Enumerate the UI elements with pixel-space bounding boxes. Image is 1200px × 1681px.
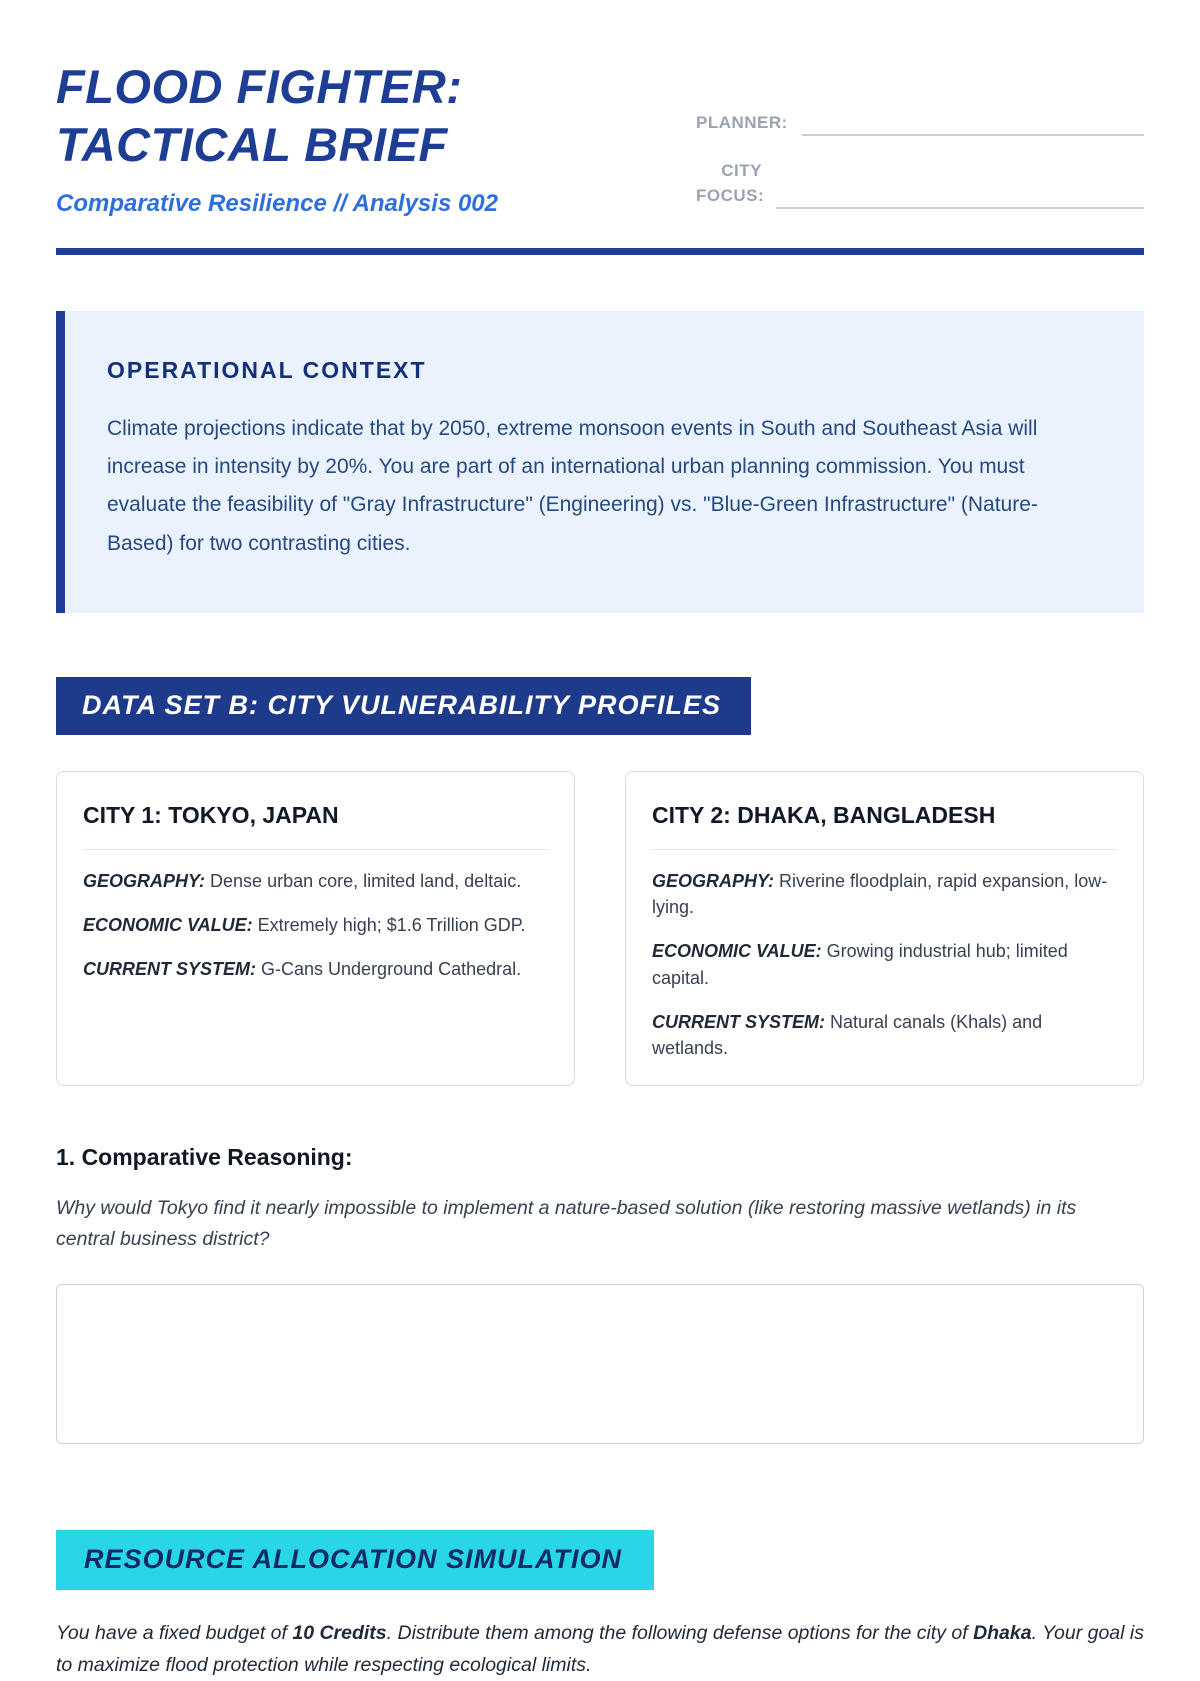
simulation-banner: RESOURCE ALLOCATION SIMULATION <box>56 1530 654 1590</box>
simulation-intro-bold-city: Dhaka <box>973 1622 1032 1644</box>
city-field-value: Extremely high; $1.6 Trillion GDP. <box>252 915 526 936</box>
simulation-intro-text: You have a fixed budget of <box>56 1622 293 1644</box>
header <box>56 58 1144 218</box>
subtitle: Comparative Resilience // Analysis 002 <box>56 189 498 217</box>
city-field-value: Natural canals (Khals) and wetlands. <box>652 1011 1043 1058</box>
city-focus-label: CITY FOCUS: <box>696 160 765 205</box>
city-field-value: Dense urban core, limited land, deltaic. <box>205 871 522 892</box>
planner-write-line[interactable] <box>802 112 1144 136</box>
question1-heading: 1. Comparative Reasoning: <box>56 1143 353 1170</box>
city-field-label: GEOGRAPHY: <box>652 871 775 892</box>
city-card-dhaka <box>625 771 1144 1086</box>
simulation-intro-text: . Your goal is to maximize flood protection while respecting ecological limits. <box>56 1622 1144 1676</box>
city-field-label: GEOGRAPHY: <box>83 871 206 892</box>
city-card-title: CITY 1: TOKYO, JAPAN <box>83 802 548 850</box>
city-field-economic-value <box>83 912 548 938</box>
page-title <box>56 58 498 174</box>
operational-context-heading: OPERATIONAL CONTEXT <box>107 356 427 383</box>
city-field-current-system <box>652 1009 1117 1061</box>
city-field-geography <box>652 868 1117 920</box>
question1-prompt: Why would Tokyo find it nearly impossible to implement a nature-based solution (like restoring massive wetlands) in its central business district? <box>56 1196 1077 1251</box>
city-cards <box>56 771 1144 1086</box>
city-field-value: G-Cans Underground Cathedral. <box>256 959 522 980</box>
question1-answer-box[interactable] <box>56 1284 1144 1444</box>
operational-context-box <box>56 311 1144 614</box>
header-fields <box>696 110 1144 209</box>
city-focus-write-line[interactable] <box>776 185 1144 209</box>
city-field-value: Riverine floodplain, rapid expansion, low-lying. <box>652 871 1108 918</box>
city-field-economic-value <box>652 938 1117 990</box>
city-field-label: ECONOMIC VALUE: <box>652 941 822 962</box>
city-field-label: ECONOMIC VALUE: <box>83 915 253 936</box>
planner-field-row <box>696 110 1144 136</box>
city-card-title: CITY 2: DHAKA, BANGLADESH <box>652 802 1117 850</box>
simulation-intro-bold-credits: 10 Credits <box>292 1622 387 1644</box>
city-field-current-system <box>83 956 548 982</box>
simulation-intro-text: . Distribute them among the following defense options for the city of <box>386 1622 974 1644</box>
city-field-value: Growing industrial hub; limited capital. <box>652 941 1068 988</box>
header-divider <box>56 248 1144 255</box>
simulation-intro <box>56 1618 1144 1681</box>
city-field-label: CURRENT SYSTEM: <box>83 959 257 980</box>
dataset-banner: DATA SET B: CITY VULNERABILITY PROFILES <box>56 677 751 735</box>
page-title-line1: FLOOD FIGHTER: <box>56 60 463 113</box>
city-field-label: CURRENT SYSTEM: <box>652 1011 826 1032</box>
planner-label: PLANNER: <box>696 113 788 132</box>
page-title-line2: TACTICAL BRIEF <box>56 117 448 171</box>
header-left <box>56 58 498 218</box>
city-field-geography <box>83 868 548 894</box>
city-focus-field-row <box>696 158 1144 209</box>
city-card-tokyo <box>56 771 575 1086</box>
operational-context-body: Climate projections indicate that by 2050, extreme monsoon events in South and Southeast Asia will increase in intensity by 20%. You are part of an international urban planning commission. You must evaluate the feasibility of "Gray Infrastructure" (Engineering) vs. "Blue-Green Infrastructure" (Nature-Based) for two contrasting cities. <box>107 416 1038 555</box>
